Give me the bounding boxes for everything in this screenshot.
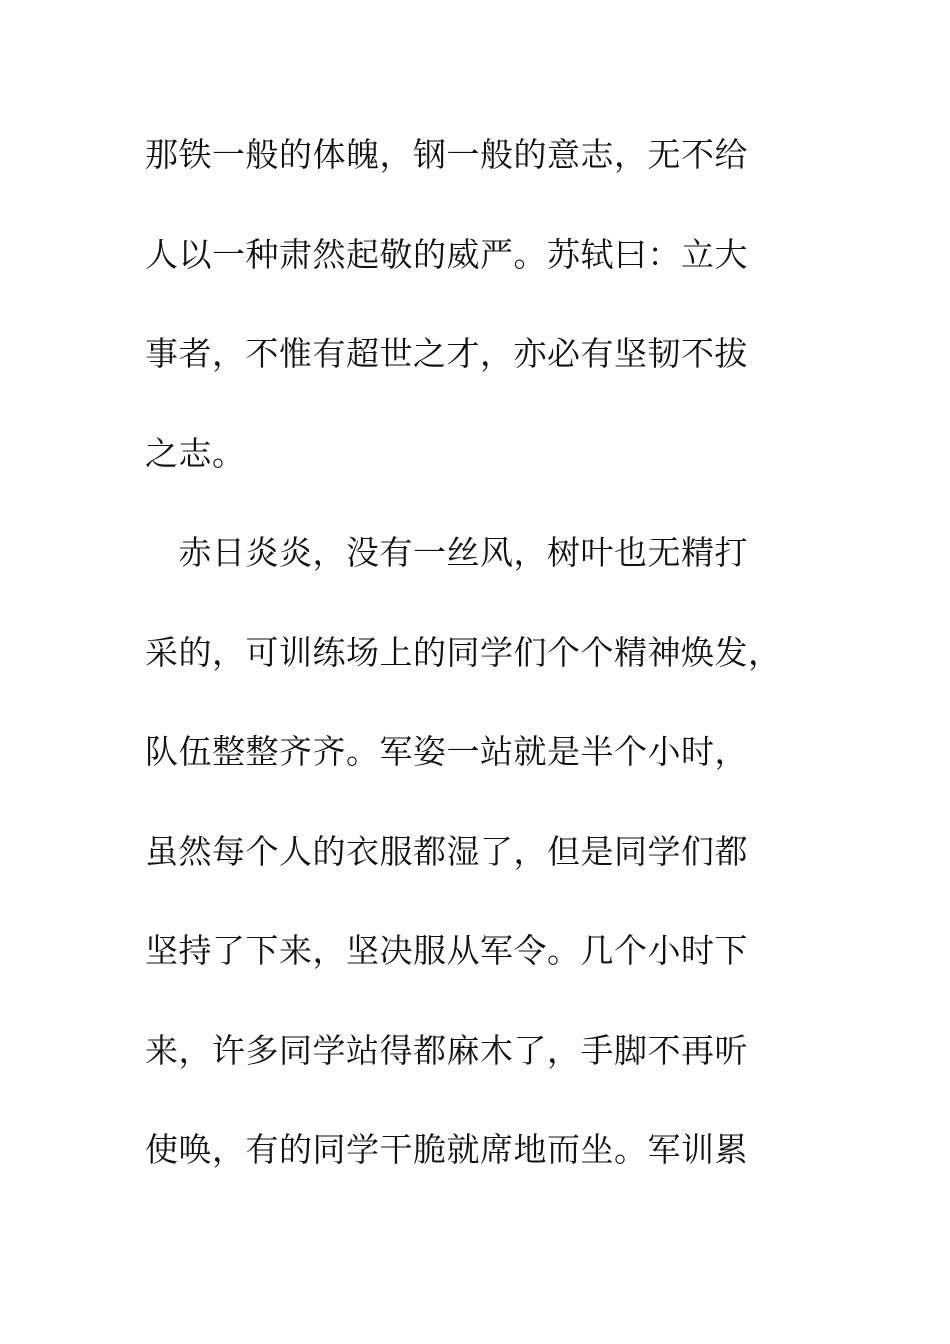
text-line: 人以一种肃然起敬的威严。苏轼曰：立大 [145,234,748,274]
text-line: 赤日炎炎，没有一丝风，树叶也无精打 [145,533,748,572]
text-line: 虽然每个人的衣服都湿了，但是同学们都 [145,831,748,871]
text-line: 事者，不惟有超世之才，亦必有坚韧不拔 [145,334,748,373]
document-body [145,125,845,1220]
text-line: 队伍整整齐齐。军姿一站就是半个小时， [145,732,748,771]
text-line: 采的，可训练场上的同学们个个精神焕发， [145,632,782,672]
text-line: 来，许多同学站得都麻木了，手脚不再听 [145,1030,748,1070]
text-line: 使唤，有的同学干脆就席地而坐。军训累 [145,1130,748,1169]
text-line: 坚持了下来，坚决服从军令。几个小时下 [145,931,748,970]
text-line: 那铁一般的体魄，钢一般的意志，无不给 [145,135,748,174]
text-line: 之志。 [145,433,246,473]
